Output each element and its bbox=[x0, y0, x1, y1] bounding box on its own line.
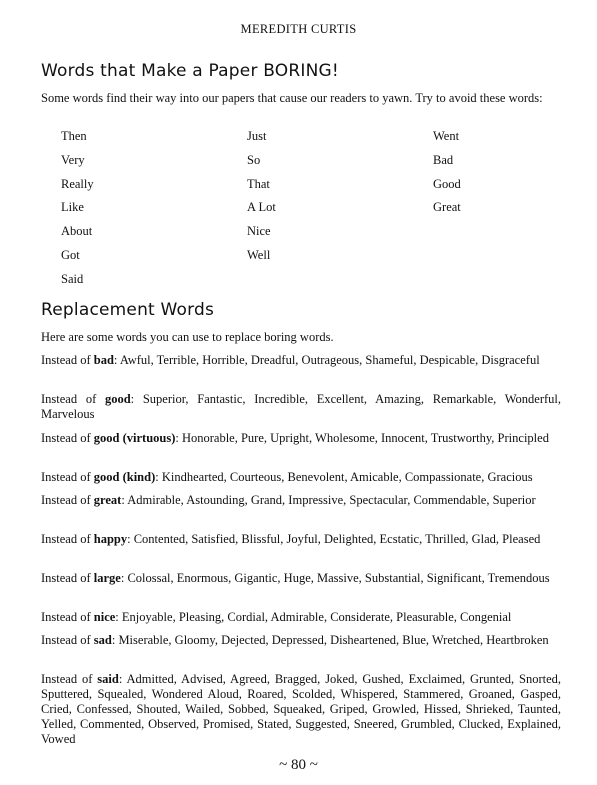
entry-prefix: Instead of bbox=[41, 392, 105, 406]
entry-prefix: Instead of bbox=[41, 431, 94, 445]
boring-word: About bbox=[61, 224, 93, 239]
entry-keyword: good (kind) bbox=[93, 470, 156, 484]
entry-prefix: Instead of bbox=[41, 633, 94, 647]
boring-word: Really bbox=[61, 176, 94, 191]
boring-word: Bad bbox=[433, 152, 454, 167]
entry-keyword: great bbox=[93, 493, 122, 507]
entry-synonyms: : Admirable, Astounding, Grand, Impressive, Spectacular, Commendable, Superior bbox=[121, 493, 536, 507]
boring-word: Got bbox=[61, 247, 80, 262]
entry-synonyms: : Admitted, Advised, Agreed, Bragged, Joked, Gushed, Exclaimed, Grunted, Snorted, Sputtered, Squealed, Wondered Aloud, Roared, Scolded, Whispered, Stammered, Groaned, Gasped, Cried, Confessed, Shouted, Wailed, Sobbed, Squeaked, Griped, Growled, Hissed, Shrieked, Taunted, Yelled, Commented, Observed, Promised, Stated, Suggested, Sneered, Grumbled, Clucked, Explained, Vowed bbox=[41, 672, 562, 746]
boring-intro-paragraph: Some words find their way into our papers that cause our readers to yawn. Try to avoid these words: bbox=[41, 91, 543, 105]
entry-prefix: Instead of bbox=[41, 610, 94, 624]
boring-word: Great bbox=[433, 200, 461, 215]
boring-word: Went bbox=[433, 129, 460, 143]
replacement-entry-good-kind bbox=[41, 470, 561, 485]
entry-synonyms: : Kindhearted, Courteous, Benevolent, Amicable, Compassionate, Gracious bbox=[155, 470, 533, 484]
entry-synonyms: : Awful, Terrible, Horrible, Dreadful, Outrageous, Shameful, Despicable, Disgraceful bbox=[113, 353, 540, 367]
replacement-entry-good bbox=[41, 392, 561, 422]
entry-prefix: Instead of bbox=[41, 470, 94, 484]
entry-synonyms: : Honorable, Pure, Upright, Wholesome, Innocent, Trustworthy, Principled bbox=[175, 431, 549, 445]
replacement-entry-said bbox=[41, 672, 561, 747]
boring-word: Like bbox=[61, 200, 84, 215]
boring-word: So bbox=[247, 152, 261, 167]
boring-word: Then bbox=[61, 129, 87, 143]
replacement-entry-large bbox=[41, 571, 561, 586]
boring-words-column-2 bbox=[247, 129, 397, 272]
section-heading-boring-words: Words that Make a Paper BORING! bbox=[41, 61, 339, 81]
boring-word: Said bbox=[61, 271, 84, 286]
entry-prefix: Instead of bbox=[41, 353, 94, 367]
entry-prefix: Instead of bbox=[41, 532, 94, 546]
boring-word: A Lot bbox=[247, 200, 276, 215]
running-header: MEREDITH CURTIS bbox=[240, 22, 357, 36]
replacement-entry-happy bbox=[41, 532, 561, 547]
entry-keyword: large bbox=[93, 571, 121, 585]
boring-word: Just bbox=[247, 129, 267, 143]
boring-word: Nice bbox=[247, 224, 271, 239]
entry-keyword: good (virtuous) bbox=[93, 431, 176, 445]
entry-keyword: sad bbox=[93, 633, 112, 647]
replacement-entry-bad bbox=[41, 353, 561, 368]
replacement-entry-good-virtuous bbox=[41, 431, 561, 446]
entry-synonyms: : Colossal, Enormous, Gigantic, Huge, Massive, Substantial, Significant, Tremendous bbox=[120, 571, 550, 585]
entry-synonyms: : Contented, Satisfied, Blissful, Joyful, Delighted, Ecstatic, Thrilled, Glad, Pleased bbox=[127, 532, 541, 546]
replacement-entry-sad bbox=[41, 633, 561, 648]
boring-word: Good bbox=[433, 176, 461, 191]
entry-keyword: good bbox=[104, 392, 131, 406]
boring-word: Very bbox=[61, 152, 85, 167]
boring-words-list bbox=[61, 129, 561, 289]
entry-keyword: bad bbox=[93, 353, 114, 367]
boring-word: That bbox=[247, 176, 270, 191]
entry-prefix: Instead of bbox=[41, 571, 94, 585]
entry-keyword: nice bbox=[93, 610, 116, 624]
entry-keyword: said bbox=[97, 672, 119, 686]
page-number: ~ 80 ~ bbox=[279, 757, 318, 773]
replacement-intro-paragraph: Here are some words you can use to replace boring words. bbox=[41, 330, 334, 344]
boring-word: Well bbox=[247, 247, 271, 262]
entry-prefix: Instead of bbox=[41, 493, 94, 507]
boring-words-column-3 bbox=[433, 129, 583, 224]
entry-synonyms: : Enjoyable, Pleasing, Cordial, Admirable, Considerate, Pleasurable, Congenial bbox=[115, 610, 512, 624]
entry-keyword: happy bbox=[93, 532, 128, 546]
boring-words-column-1 bbox=[61, 129, 211, 296]
entry-prefix: Instead of bbox=[41, 672, 98, 686]
entry-synonyms: : Superior, Fantastic, Incredible, Excellent, Amazing, Remarkable, Wonderful, Marvelous bbox=[41, 392, 561, 421]
entry-synonyms: : Miserable, Gloomy, Dejected, Depressed, Disheartened, Blue, Wretched, Heartbroken bbox=[111, 633, 549, 647]
replacement-entry-nice bbox=[41, 610, 561, 625]
section-heading-replacement-words: Replacement Words bbox=[41, 300, 215, 320]
replacement-entry-great bbox=[41, 493, 561, 508]
